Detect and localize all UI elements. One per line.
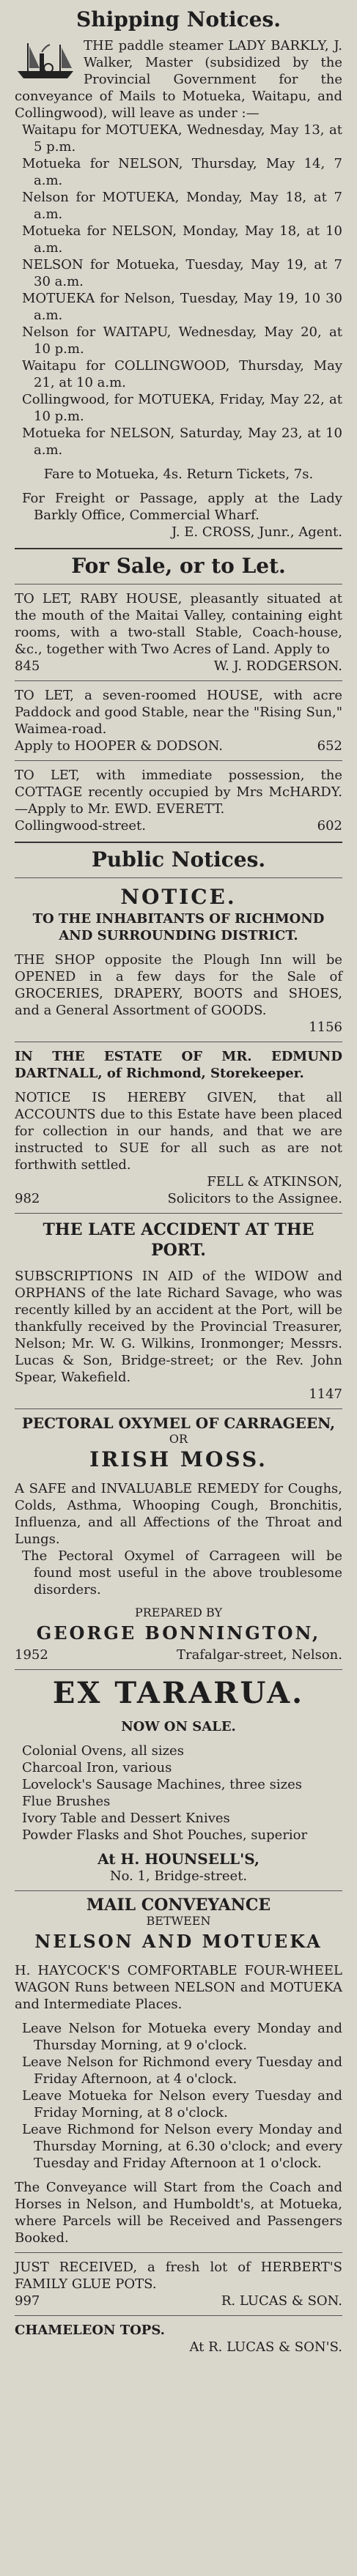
schedule-entry: MOTUEKA for Nelson, Tuesday, May 19, 10 30 a.m.: [22, 291, 342, 323]
shipping-lead-block: [15, 37, 342, 122]
fare-line: Fare to Motueka, 4s. Return Tickets, 7s.: [43, 467, 314, 482]
shipping-heading: Shipping Notices.: [76, 7, 281, 31]
cottage-ad: TO LET, with immediate possession, the COTTAGE recently occupied by Mrs McHARDY.—Apply to Mr. EWD. EVERETT.: [15, 768, 342, 817]
pectoral-or: OR: [169, 1432, 188, 1446]
inhabitants-heading: TO THE INHABITANTS OF RICHMOND AND SURROUNDING DISTRICT.: [32, 911, 325, 943]
accident-heading: THE LATE ACCIDENT AT THE PORT.: [43, 1220, 314, 1260]
advertiser-name: W. J. RODGERSON.: [213, 658, 342, 674]
seven-room-house-footer: [15, 738, 342, 754]
ad-number: 1156: [309, 1020, 342, 1035]
street-line: Collingwood-street.: [15, 818, 147, 834]
schedule-entry: Motueka for NELSON, Thursday, May 14, 7 a.m.: [22, 156, 342, 188]
schedule-entry: Nelson for WAITAPU, Wednesday, May 20, at 10 p.m.: [22, 324, 342, 357]
cottage-footer: [15, 817, 342, 834]
goods-item: Colonial Ovens, all sizes: [22, 1743, 184, 1759]
ad-number: 982: [15, 1191, 40, 1206]
ad-number: 602: [317, 818, 342, 834]
hounsell-line: At H. HOUNSELL'S,: [97, 1850, 260, 1868]
shop-footer: [15, 1019, 342, 1036]
accident-notice: SUBSCRIPTIONS IN AID of the WIDOW and ORPHANS of the late Richard Savage, who was recently killed by an accident at the Port, will be thankfully received by the Provincial Treasurer, Nelson; Mr. W. G. Wilkins, Ironmonger; Messrs. Lucas & Son, Bridge-street; or the Rev. John Spear, Wakefield.: [15, 1269, 342, 1385]
mail-time-entry: Leave Nelson for Motueka every Monday and Thursday Morning, at 9 o'clock.: [22, 2021, 342, 2053]
schedule-entry: NELSON for Motueka, Tuesday, May 19, at 7 30 a.m.: [22, 257, 342, 289]
bonnington-name: GEORGE BONNINGTON,: [36, 1622, 321, 1644]
mail-route: NELSON AND MOTUEKA: [34, 1931, 323, 1952]
raby-house-footer: [15, 658, 342, 675]
estate-heading: IN THE ESTATE OF MR. EDMUND DARTNALL, of Richmond, Storekeeper.: [15, 1049, 342, 1081]
goods-item: Ivory Table and Dessert Knives: [22, 1811, 230, 1826]
glue-pots-footer: [15, 2293, 342, 2309]
mail-between: BETWEEN: [146, 1914, 211, 1928]
shipping-schedule: [15, 122, 342, 459]
glue-pots-ad: JUST RECEIVED, a fresh lot of HERBERT'S FAMILY GLUE POTS.: [15, 2260, 342, 2292]
accident-footer: [15, 1386, 342, 1403]
hounsell-address: No. 1, Bridge-street.: [109, 1868, 248, 1884]
ad-number: 997: [15, 2293, 40, 2309]
shop-notice: THE SHOP opposite the Plough Inn will be OPENED in a few days for the Sale of GROCERIES, DRAPERY, BOOTS and SHOES, and a General Assortment of GOODS.: [15, 952, 342, 1018]
goods-item: Powder Flasks and Shot Pouches, superior: [22, 1827, 308, 1843]
bonnington-address: Trafalgar-street, Nelson.: [176, 1647, 342, 1663]
mail-heading: MAIL CONVEYANCE: [86, 1896, 271, 1915]
schedule-entry: Waitapu for MOTUEKA, Wednesday, May 13, at 5 p.m.: [22, 122, 342, 155]
for-sale-heading: For Sale, or to Let.: [71, 554, 286, 578]
goods-list: [15, 1742, 342, 1844]
lucas-name: R. LUCAS & SON.: [221, 2293, 342, 2309]
chameleon-tops: CHAMELEON TOPS.: [15, 2323, 165, 2338]
newspaper-column: [9, 0, 348, 2356]
ad-number: 845: [15, 658, 40, 674]
steamer-icon: [15, 39, 78, 83]
bonnington-footer: [15, 1647, 342, 1663]
estate-notice: NOTICE IS HEREBY GIVEN, that all ACCOUNTS due to this Estate have been placed for collection in our hands, and that we are instructed to SUE for all such as are not forthwith settled.: [15, 1090, 342, 1173]
ex-tararua-heading: EX TARARUA.: [52, 1676, 305, 1710]
estate-footer: [15, 1190, 342, 1207]
seven-room-house-ad: TO LET, a seven-roomed HOUSE, with acre Paddock and good Stable, near the "Rising Sun," Waimea-road.: [15, 688, 342, 737]
now-on-sale: NOW ON SALE.: [121, 1719, 236, 1734]
ad-number: 1952: [15, 1647, 48, 1663]
estate-role: Solicitors to the Assignee.: [167, 1191, 342, 1206]
mail-intro: H. HAYCOCK'S COMFORTABLE FOUR-WHEEL WAGON Runs between NELSON and MOTUEKA and Intermediate Places.: [15, 1963, 342, 2012]
goods-item: Lovelock's Sausage Machines, three sizes: [22, 1777, 302, 1792]
mail-closing: The Conveyance will Start from the Coach and Horses in Nelson, and Humboldt's, at Motueka, where Parcels will be Received and Passengers Booked.: [15, 2180, 342, 2246]
schedule-entry: Motueka for NELSON, Monday, May 18, at 10 a.m.: [22, 223, 342, 256]
ad-number: 1147: [309, 1387, 342, 1402]
mail-times: [15, 2020, 342, 2172]
irish-moss-heading: IRISH MOSS.: [89, 1447, 268, 1471]
mail-time-entry: Leave Motueka for Nelson every Tuesday and Friday Morning, at 8 o'clock.: [22, 2088, 342, 2120]
apply-line: Apply to HOOPER & DODSON.: [15, 738, 223, 754]
pectoral-heading: PECTORAL OXYMEL OF CARRAGEEN,: [21, 1414, 336, 1432]
chameleon-sub: At R. LUCAS & SON'S.: [189, 2339, 342, 2355]
ad-number: 652: [317, 738, 342, 754]
agent-line: J. E. CROSS, Junr., Agent.: [172, 524, 342, 540]
notice-heading: NOTICE.: [120, 885, 237, 909]
raby-house-ad: TO LET, RABY HOUSE, pleasantly situated at the mouth of the Maitai Valley, containing eight rooms, with a two-stall Stable, Coach-house, &c., together with Two Acres of Land. Apply to: [15, 591, 342, 657]
schedule-entry: Collingwood, for MOTUEKA, Friday, May 22, at 10 p.m.: [22, 392, 342, 424]
goods-item: Flue Brushes: [22, 1794, 111, 1809]
shipping-lead: THE paddle steamer LADY BARKLY, J. Walker, Master (subsidized by the Provincial Government for the conveyance of Mails to Motueka, Waitapu, and Collingwood), will leave as under :—: [15, 38, 342, 121]
mail-time-entry: Leave Richmond for Nelson every Monday and Thursday Morning, at 6.30 o'clock; and every Tuesday and Friday Afternoon at 1 o'clock.: [22, 2122, 342, 2171]
estate-signatory: FELL & ATKINSON,: [207, 1174, 342, 1189]
goods-item: Charcoal Iron, various: [22, 1760, 172, 1775]
schedule-entry: Waitapu for COLLINGWOOD, Thursday, May 21, at 10 a.m.: [22, 358, 342, 390]
schedule-entry: Nelson for MOTUEKA, Monday, May 18, at 7 a.m.: [22, 190, 342, 222]
schedule-entry: Motueka for NELSON, Saturday, May 23, at 10 a.m.: [22, 426, 342, 458]
pectoral-body: A SAFE and INVALUABLE REMEDY for Coughs, Colds, Asthma, Whooping Cough, Bronchitis, Influenza, and all Affections of the Throat and Lungs.: [15, 1481, 342, 1547]
prepared-by: PREPARED BY: [134, 1606, 223, 1619]
freight-line: For Freight or Passage, apply at the Lady Barkly Office, Commercial Wharf.: [22, 491, 342, 523]
public-notices-heading: Public Notices.: [91, 847, 266, 872]
pectoral-body-2: The Pectoral Oxymel of Carrageen will be found most useful in the above troublesome disorders.: [22, 1548, 342, 1597]
mail-time-entry: Leave Nelson for Richmond every Tuesday and Friday Afternoon, at 4 o'clock.: [22, 2055, 342, 2087]
